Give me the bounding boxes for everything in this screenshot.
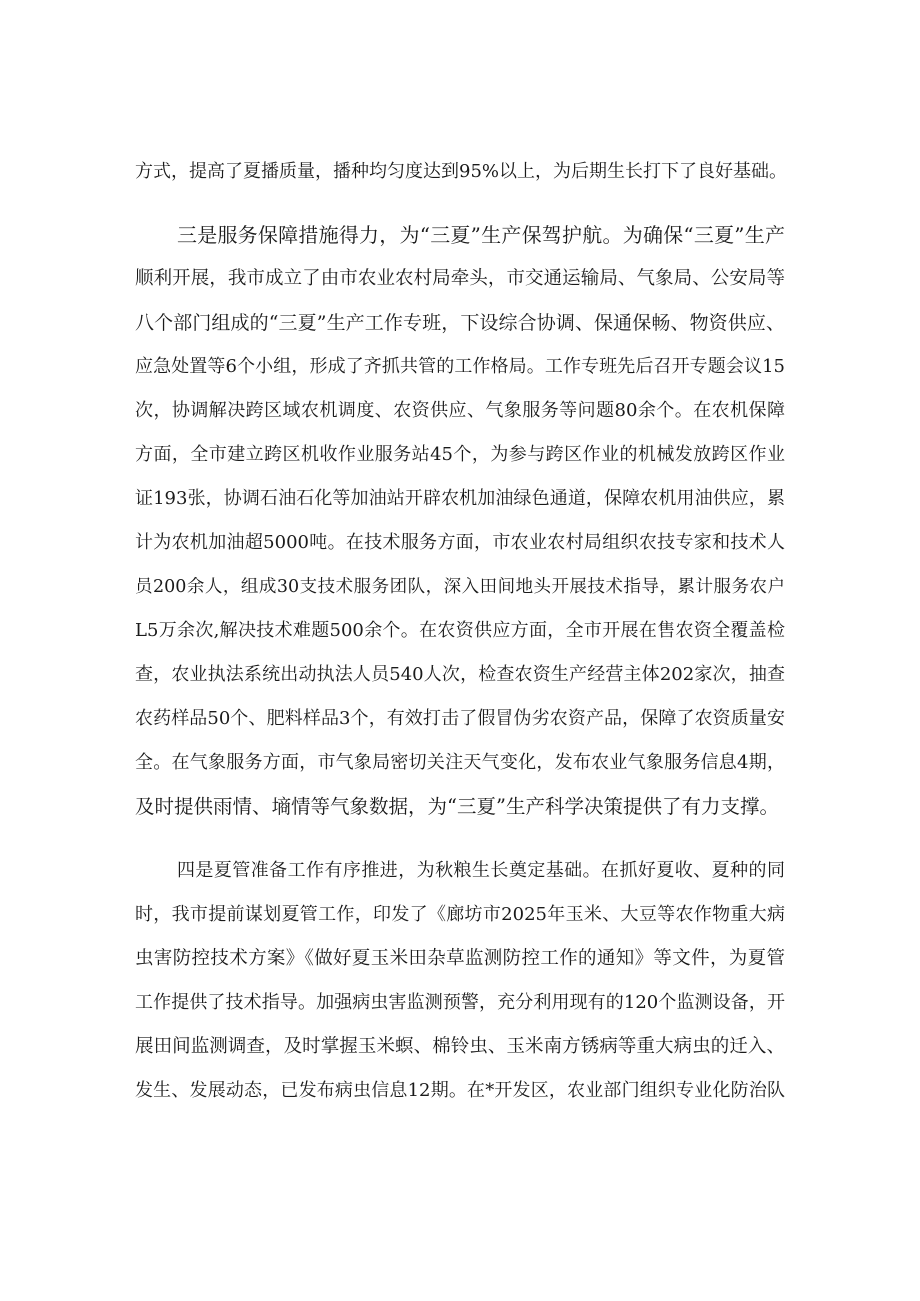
text-line: 虫害防控技术方案》《做好夏玉米田杂草监测防控工作的通知》等文件，为夏管 <box>135 948 785 969</box>
text-line: 方式，提高了夏播质量，播种均匀度达到95%以上，为后期生长打下了良好基础。 <box>135 161 788 182</box>
text-line: 员200余人，组成30支技术服务团队，深入田间地头开展技术指导，累计服务农户 <box>135 577 785 597</box>
text-line: 查，农业执法系统出动执法人员540人次，检查农资生产经营主体202家次，抽查 <box>135 664 785 685</box>
text-line: 八个部门组成的“三夏”生产工作专班，下设综合协调、保通保畅、物资供应、 <box>135 312 785 334</box>
text-line: 方面，全市建立跨区机收作业服务站45个，为参与跨区作业的机械发放跨区作业 <box>135 444 785 465</box>
text-line: 工作提供了技术指导。加强病虫害监测预警，充分利用现有的120个监测设备，开 <box>135 992 785 1013</box>
text-line: 四是夏管准备工作有序推进，为秋粮生长奠定基础。在抓好夏收、夏种的同 <box>177 860 785 881</box>
text-line: 农药样品50个、肥料样品3个，有效打击了假冒伪劣农资产品，保障了农资质量安 <box>135 708 785 729</box>
text-line: L5万余次,解决技术难题500余个。在农资供应方面，全市开展在售农资全覆盖检 <box>135 620 785 641</box>
text-line: 时，我市提前谋划夏管工作，印发了《廊坊市2025年玉米、大豆等农作物重大病 <box>135 904 785 925</box>
text-line: 顺利开展，我市成立了由市农业农村局牵头，市交通运输局、气象局、公安局等 <box>135 268 785 289</box>
text-line: 计为农机加油超5000吨。在技术服务方面，市农业农村局组织农技专家和技术人 <box>135 532 785 553</box>
text-line: 次，协调解决跨区域农机调度、农资供应、气象服务等问题80余个。在农机保障 <box>135 400 785 421</box>
text-line: 证193张，协调石油石化等加油站开辟农机加油绿色通道，保障农机用油供应，累 <box>135 488 785 509</box>
text-line: 全。在气象服务方面，市气象局密切关注天气变化，发布农业气象服务信息4期， <box>135 752 785 773</box>
text-line: 及时提供雨情、墒情等气象数据，为“三夏”生产科学决策提供了有力支撑。 <box>135 795 779 818</box>
text-line: 应急处置等6个小组，形成了齐抓共管的工作格局。工作专班先后召开专题会议15 <box>135 356 785 377</box>
text-line: 发生、发展动态，已发布病虫信息12期。在*开发区，农业部门组织专业化防治队 <box>135 1080 785 1101</box>
text-line: 三是服务保障措施得力，为“三夏”生产保驾护航。为确保“三夏”生产 <box>177 223 785 247</box>
text-line: 展田间监测调查，及时掌握玉米螟、棉铃虫、玉米南方锈病等重大病虫的迁入、 <box>135 1036 785 1057</box>
